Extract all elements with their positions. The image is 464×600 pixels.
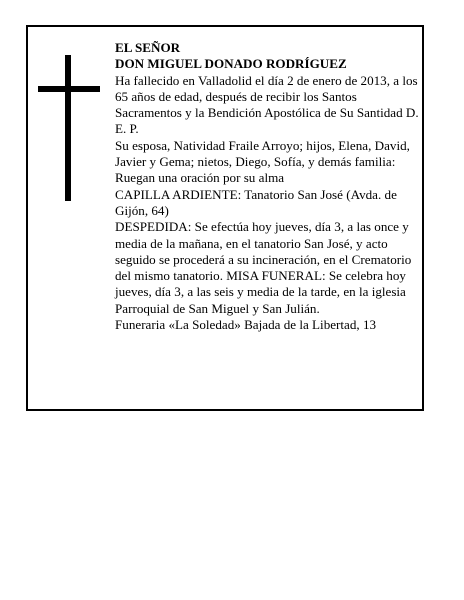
cross-icon (38, 55, 100, 201)
death-statement: Ha fallecido en Valladolid el día 2 de enero de 2013, a los 65 años de edad, después de recibir los Santos Sacramentos y la Bendición Apostólica de Su Santidad D. E. P. (115, 72, 419, 137)
notice-text (115, 40, 421, 333)
family-members: Su esposa, Natividad Fraile Arroyo; hijos, Elena, David, Javier y Gema; nietos, Diego, Sofía, y demás familia: (115, 137, 410, 170)
farewell-info: DESPEDIDA: Se efectúa hoy jueves, día 3, a las once y media de la mañana, en el tanatorio San José, y acto seguido se procederá a su incineración, en el Crematorio del mismo tanatorio. MISA FUNERAL: Se celebra hoy jueves, día 3, a las seis y media de la tarde, en la iglesia Parroquial de San Miguel y San Julián. (115, 219, 412, 316)
obituary-notice (26, 25, 424, 411)
prayer-request: Ruegan una oración por su alma (115, 170, 285, 186)
chapel-info: CAPILLA ARDIENTE: Tanatorio San José (Avda. de Gijón, 64) (115, 186, 397, 218)
title-line-1: EL SEÑOR (115, 40, 181, 55)
funeral-home: Funeraria «La Soledad» Bajada de la Libertad, 13 (115, 317, 377, 333)
cross-horizontal-bar (38, 86, 100, 92)
deceased-name: DON MIGUEL DONADO RODRÍGUEZ (115, 56, 347, 72)
cross-vertical-bar (65, 55, 71, 201)
